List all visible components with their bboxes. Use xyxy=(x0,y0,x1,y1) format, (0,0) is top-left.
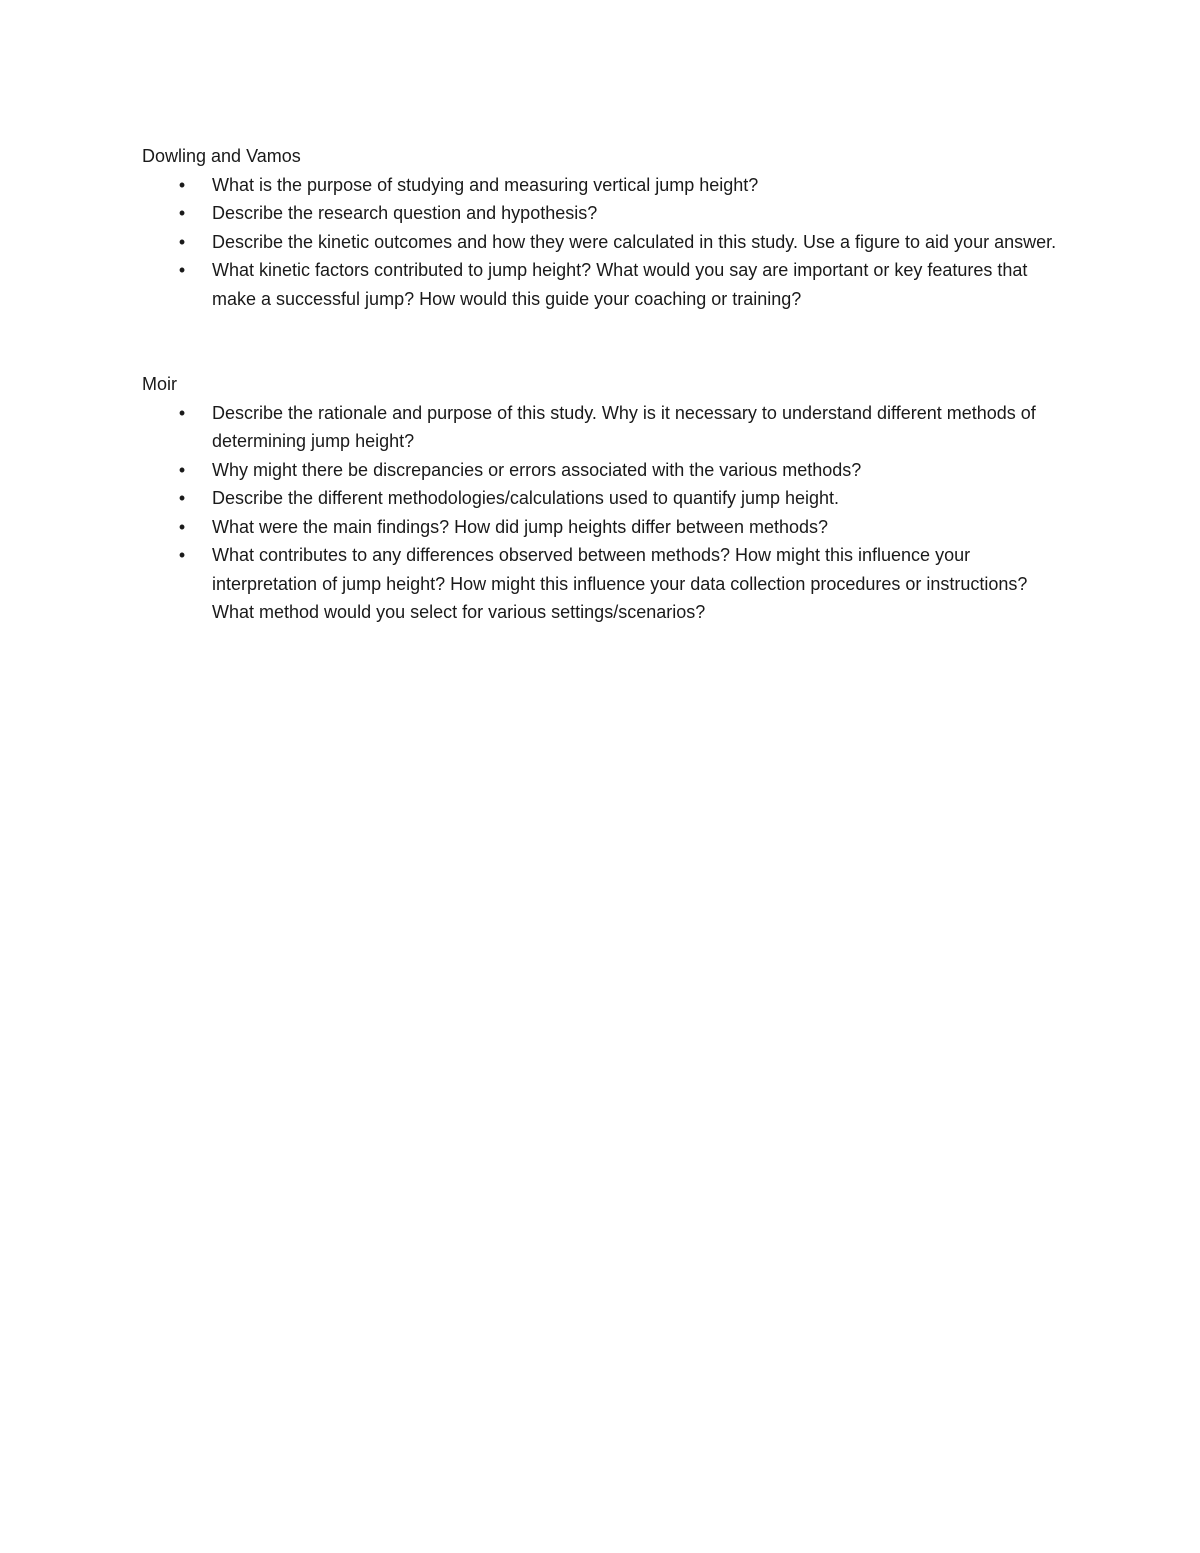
bullet-icon: • xyxy=(178,402,186,423)
section-moir xyxy=(142,370,1062,627)
bullet-icon: • xyxy=(178,545,186,565)
section-heading: Dowling and Vamos xyxy=(142,146,301,166)
question-text: Describe the kinetic outcomes and how they were calculated in this study. Use a figure to aid your answer. xyxy=(212,231,1057,252)
list-item xyxy=(142,399,1062,456)
question-text: What is the purpose of studying and measuring vertical jump height? xyxy=(212,174,759,195)
question-list xyxy=(142,399,1062,627)
question-text: Describe the different methodologies/calculations used to quantify jump height. xyxy=(212,488,840,508)
question-list xyxy=(142,171,1062,314)
question-text: Describe the rationale and purpose of this study. Why is it necessary to understand different methods of determining jump height? xyxy=(212,402,1036,451)
bullet-icon: • xyxy=(178,174,186,195)
bullet-icon: • xyxy=(178,231,186,252)
list-item xyxy=(142,513,1062,542)
section-dowling-and-vamos xyxy=(142,142,1062,313)
bullet-icon: • xyxy=(178,516,186,537)
question-text: What were the main findings? How did jump heights differ between methods? xyxy=(212,516,829,537)
question-text: What kinetic factors contributed to jump height? What would you say are important or key features that make a successful jump? How would this guide your coaching or training? xyxy=(212,260,1028,309)
list-item xyxy=(142,228,1062,257)
bullet-icon: • xyxy=(178,459,186,480)
list-item xyxy=(142,256,1062,313)
list-item xyxy=(142,484,1062,513)
bullet-icon: • xyxy=(178,203,186,223)
bullet-icon: • xyxy=(178,260,186,280)
list-item xyxy=(142,456,1062,485)
question-text: Describe the research question and hypothesis? xyxy=(212,203,598,223)
list-item xyxy=(142,541,1062,627)
question-text: What contributes to any differences observed between methods? How might this influence your interpretation of jump height? How might this influence your data collection procedures or instructions? What method would you select for various settings/scenarios? xyxy=(212,545,1028,622)
bullet-icon: • xyxy=(178,488,186,508)
question-text: Why might there be discrepancies or errors associated with the various methods? xyxy=(212,459,862,480)
list-item xyxy=(142,199,1062,228)
section-heading: Moir xyxy=(142,374,177,394)
list-item xyxy=(142,171,1062,200)
